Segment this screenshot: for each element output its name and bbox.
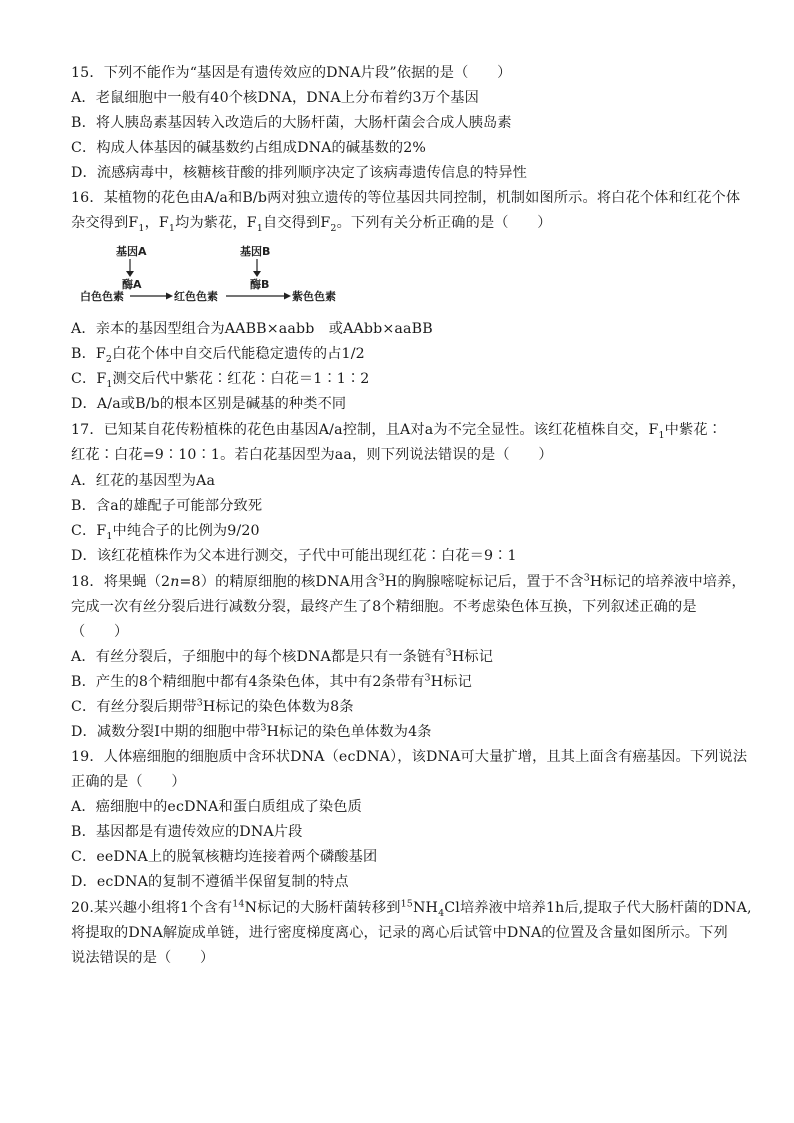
q17-option-b: B．含a的雄配子可能部分致死 bbox=[71, 498, 263, 514]
gene-b-arrowhead bbox=[253, 271, 261, 277]
q19-option-a: A．癌细胞中的ecDNA和蛋白质组成了染色质 bbox=[71, 799, 362, 815]
q17-option-c bbox=[71, 521, 260, 541]
q17-stem-line1 bbox=[71, 420, 722, 440]
q18-option-b-part: B．产生的8个精细胞中都有4条染色体，其中有2条带有 bbox=[71, 674, 425, 690]
q17-stem-part: 中紫花∶ bbox=[664, 422, 723, 438]
q20-stem-part: NH bbox=[412, 900, 439, 916]
q17-option-a: A．红花的基因型为Aa bbox=[71, 473, 216, 489]
q16-option-b bbox=[71, 344, 365, 364]
q18-stem-line3: （ ） bbox=[71, 624, 129, 640]
q18-option-d bbox=[71, 722, 432, 742]
q18-option-c-part: C．有丝分裂后期带 bbox=[71, 699, 197, 715]
q18-stem-part: H的胸腺嘧啶标记后，置于不含 bbox=[384, 574, 584, 590]
subscript: 1 bbox=[256, 222, 263, 234]
q20-stem-part: 20.某兴趣小组将1个含有 bbox=[71, 900, 233, 916]
q18-stem-line1 bbox=[71, 572, 746, 592]
subscript: 1 bbox=[106, 378, 113, 390]
gene-a-label: 基因A bbox=[116, 245, 147, 258]
italic-n: n bbox=[170, 574, 180, 590]
q17-option-d: D．该红花植株作为父本进行测交，子代中可能出现红花∶白花＝9∶1 bbox=[71, 548, 517, 564]
q16-stem-part: 自交得到F bbox=[263, 215, 331, 231]
subscript: 4 bbox=[438, 907, 445, 919]
pigment-pathway-diagram bbox=[80, 240, 380, 310]
q15-option-c: C．构成人体基因的碱基数约占组成DNA的碱基数的2% bbox=[71, 140, 427, 156]
q18-option-d-part: D．减数分裂Ⅰ中期的细胞中带 bbox=[71, 724, 261, 740]
arrowhead-white-to-red bbox=[166, 293, 173, 300]
gene-b-label: 基因B bbox=[240, 245, 271, 258]
q19-option-c: C．eeDNA上的脱氧核糖均连接着两个磷酸基团 bbox=[71, 849, 378, 865]
gene-a-arrowhead bbox=[126, 271, 134, 277]
q20-stem-line3: 说法错误的是（ ） bbox=[71, 950, 215, 966]
superscript: 15 bbox=[400, 898, 413, 910]
q16-option-a: A．亲本的基因型组合为AABB×aabb 或AAbb×aaBB bbox=[71, 321, 433, 337]
subscript: 1 bbox=[106, 530, 113, 542]
q19-option-b: B．基因都是有遗传效应的DNA片段 bbox=[71, 824, 303, 840]
q20-stem-part: N标记的大肠杆菌转移到 bbox=[244, 900, 401, 916]
q15-option-b: B．将人胰岛素基因转入改造后的大肠杆菌，大肠杆菌会合成人胰岛素 bbox=[71, 115, 512, 131]
subscript: 1 bbox=[138, 222, 145, 234]
q18-stem-part: =8）的精原细胞的核DNA用含 bbox=[179, 574, 379, 590]
q18-option-c-part: H标记的染色体数为8条 bbox=[202, 699, 354, 715]
superscript: 3 bbox=[196, 697, 203, 709]
q19-stem-line1: 19．人体癌细胞的细胞质中含环状DNA（ecDNA），该DNA可大量扩增，且其上面含有癌基因。下列说法 bbox=[71, 749, 748, 765]
q20-stem-line2: 将提取的DNA解旋成单链，进行密度梯度离心，记录的离心后试管中DNA的位置及含量如图所示。下列 bbox=[71, 925, 728, 941]
q18-option-a-part: H标记 bbox=[451, 649, 494, 665]
q18-stem-part: 18．将果蝇（2 bbox=[71, 574, 171, 590]
q18-option-a-part: A．有丝分裂后，子细胞中的每个核DNA都是只有一条链有 bbox=[71, 649, 446, 665]
q15-option-d: D．流感病毒中，核糖核苷酸的排列顺序决定了该病毒遗传信息的特异性 bbox=[71, 165, 527, 181]
q18-stem-part: H标记的培养液中培养， bbox=[589, 574, 746, 590]
q18-option-b bbox=[71, 672, 472, 692]
q19-stem-line2: 正确的是（ ） bbox=[71, 774, 186, 790]
q18-stem-line2: 完成一次有丝分裂后进行减数分裂，最终产生了8个精细胞。不考虑染色体互换，下列叙述正确的是 bbox=[71, 599, 697, 615]
q20-stem-line1 bbox=[71, 898, 752, 918]
superscript: 3 bbox=[260, 722, 267, 734]
superscript: 3 bbox=[378, 572, 385, 584]
subscript: 2 bbox=[105, 353, 113, 365]
q16-option-b-part: 白花个体中自交后代能稳定遗传的占1/2 bbox=[112, 346, 365, 362]
white-pigment-label: 白色色素 bbox=[80, 290, 124, 303]
q16-stem-line2 bbox=[71, 213, 552, 233]
q16-option-c-part: C．F bbox=[71, 371, 107, 387]
q18-option-c bbox=[71, 697, 354, 717]
q16-stem-line1: 16．某植物的花色由A/a和B/b两对独立遗传的等位基因共同控制，机制如图所示。将白花个体和红花个体 bbox=[71, 190, 741, 206]
q16-stem-part: 均为紫花，F bbox=[175, 215, 257, 231]
superscript: 3 bbox=[583, 572, 590, 584]
q19-option-d: D．ecDNA的复制不遵循半保留复制的特点 bbox=[71, 874, 349, 890]
purple-pigment-label: 紫色色素 bbox=[292, 290, 336, 303]
q16-stem-part: 。下列有关分析正确的是（ ） bbox=[336, 215, 552, 231]
superscript: 14 bbox=[232, 898, 245, 910]
q17-option-c-part: 中纯合子的比例为9/20 bbox=[112, 523, 260, 539]
q20-stem-part: Cl培养液中培养1h后,提取子代大肠杆菌的DNA, bbox=[444, 900, 752, 916]
q16-stem-part: ，F bbox=[144, 215, 169, 231]
q17-stem-line2: 红花∶白花=9∶10∶1。若白花基因型为aa，则下列说法错误的是（ ） bbox=[71, 447, 553, 463]
q17-option-c-part: C．F bbox=[71, 523, 107, 539]
red-pigment-label: 红色色素 bbox=[174, 290, 218, 303]
q18-option-a bbox=[71, 647, 493, 667]
subscript: 1 bbox=[168, 222, 176, 234]
q16-stem-part: 杂交得到F bbox=[71, 215, 139, 231]
q15-stem-text: 15．下列不能作为“基因是有遗传效应的DNA片段”依据的是（ ） bbox=[71, 65, 512, 81]
subscript: 2 bbox=[330, 222, 337, 234]
q16-option-c bbox=[71, 369, 369, 389]
q16-option-d: D．A/a或B/b的根本区别是碱基的种类不同 bbox=[71, 396, 347, 412]
q16-option-c-part: 测交后代中紫花∶红花∶白花＝1∶1∶2 bbox=[112, 371, 370, 387]
q18-option-b-part: H标记 bbox=[430, 674, 472, 690]
q18-option-d-part: H标记的染色单体数为4条 bbox=[266, 724, 432, 740]
superscript: 3 bbox=[424, 672, 431, 684]
q15-stem bbox=[71, 63, 511, 83]
arrowhead-red-to-purple bbox=[284, 293, 291, 300]
q15-option-a: A．老鼠细胞中一般有40个核DNA，DNA上分布着约3万个基因 bbox=[71, 90, 479, 106]
q17-stem-part: 17．已知某自花传粉植株的花色由基因A/a控制，且A对a为不完全显性。该红花植株自交，F bbox=[71, 422, 659, 438]
superscript: 3 bbox=[445, 647, 452, 659]
subscript: 1 bbox=[658, 429, 665, 441]
enzyme-a-label: 酶A bbox=[122, 278, 142, 291]
q16-option-b-part: B．F bbox=[71, 346, 106, 362]
enzyme-b-label: 酶B bbox=[250, 278, 270, 291]
